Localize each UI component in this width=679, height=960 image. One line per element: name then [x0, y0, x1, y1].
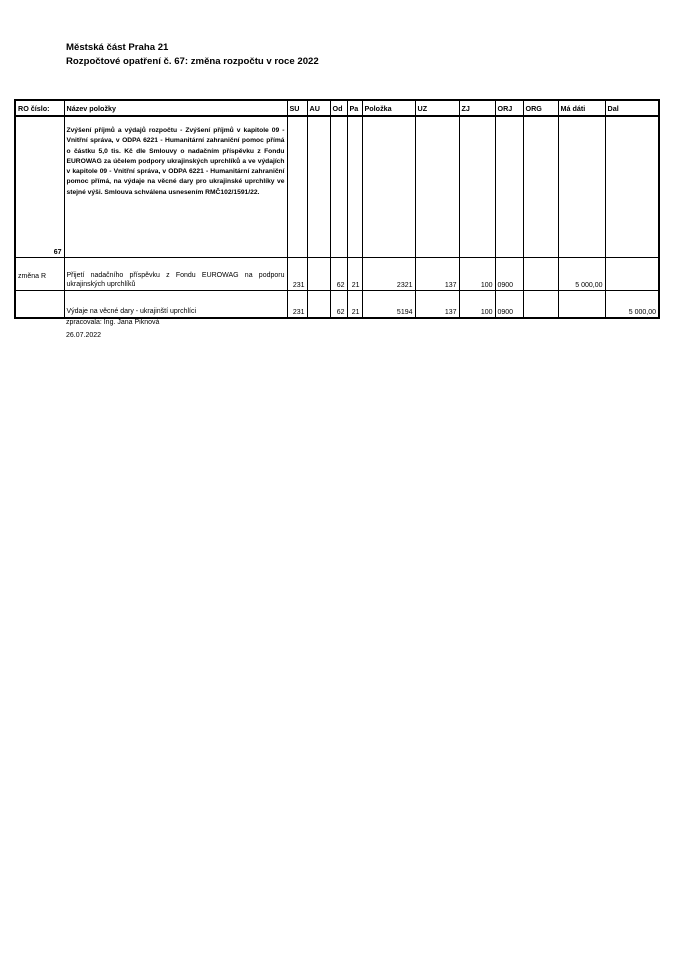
cell-org	[523, 291, 558, 319]
cell-uz: 137	[415, 291, 459, 319]
col-header-ro-cislo: RO číslo:	[15, 100, 64, 116]
cell-org	[523, 258, 558, 291]
document-subtitle: Rozpočtové opatření č. 67: změna rozpočtu v roce 2022	[66, 56, 319, 67]
empty-cell	[307, 116, 330, 258]
cell-dal: 5 000,00	[605, 291, 659, 319]
cell-polozka: 5194	[362, 291, 415, 319]
col-header-zj: ZJ	[459, 100, 495, 116]
cell-od: 62	[330, 291, 347, 319]
table-row	[15, 291, 659, 319]
description-row	[15, 116, 659, 258]
cell-ma-dati	[558, 291, 605, 319]
cell-au	[307, 291, 330, 319]
empty-cell	[287, 116, 307, 258]
measure-description: Zvýšení příjmů a výdajů rozpočtu - Zvýšení příjmů v kapitole 09 - Vnitřní správa, v ODPA 6221 - Humanitární zahraniční pomoc přímá o částku 5,0 tis. Kč dle Smlouvy o nadačním příspěvku z Fondu EUROWAG za účelem podpory ukrajinských uprchlíků a ve výdajích v kapitole 09 - Vnitřní správa, v ODPA 6221 - Humanitární zahraniční pomoc přímá, na výdaje na věcné dary pro ukrajinské uprchlíky ve stejné výši. Smlouva schválena usnesením RMČ102/1591/22.	[64, 116, 287, 258]
cell-zj: 100	[459, 258, 495, 291]
cell-dal	[605, 258, 659, 291]
col-header-dal: Dal	[605, 100, 659, 116]
cell-orj: 0900	[495, 258, 523, 291]
ro-number: 67	[15, 116, 64, 258]
table-row	[15, 258, 659, 291]
cell-su: 231	[287, 258, 307, 291]
empty-cell	[347, 116, 362, 258]
prepared-by: zpracovala: Ing. Jana Piknová	[66, 319, 160, 326]
cell-uz: 137	[415, 258, 459, 291]
row-type: změna R	[15, 258, 64, 291]
row-name: Výdaje na věcné dary - ukrajinští uprchlíci	[64, 291, 287, 319]
cell-su: 231	[287, 291, 307, 319]
col-header-ma-dati: Má dáti	[558, 100, 605, 116]
table-header-row	[15, 100, 659, 116]
empty-cell	[362, 116, 415, 258]
empty-cell	[459, 116, 495, 258]
row-name: Přijetí nadačního příspěvku z Fondu EUROWAG na podporu ukrajinských uprchlíků	[64, 258, 287, 291]
col-header-org: ORG	[523, 100, 558, 116]
cell-pa: 21	[347, 291, 362, 319]
empty-cell	[523, 116, 558, 258]
col-header-od: Od	[330, 100, 347, 116]
col-header-au: AU	[307, 100, 330, 116]
empty-cell	[558, 116, 605, 258]
cell-orj: 0900	[495, 291, 523, 319]
col-header-orj: ORJ	[495, 100, 523, 116]
col-header-polozka: Položka	[362, 100, 415, 116]
row-type	[15, 291, 64, 319]
cell-od: 62	[330, 258, 347, 291]
col-header-pa: Pa	[347, 100, 362, 116]
cell-ma-dati: 5 000,00	[558, 258, 605, 291]
col-header-uz: UZ	[415, 100, 459, 116]
col-header-nazev-polozky: Název položky	[64, 100, 287, 116]
empty-cell	[605, 116, 659, 258]
cell-pa: 21	[347, 258, 362, 291]
document-date: 26.07.2022	[66, 332, 102, 339]
col-header-su: SU	[287, 100, 307, 116]
cell-zj: 100	[459, 291, 495, 319]
budget-table	[14, 99, 660, 319]
cell-au	[307, 258, 330, 291]
empty-cell	[330, 116, 347, 258]
empty-cell	[415, 116, 459, 258]
cell-polozka: 2321	[362, 258, 415, 291]
document-title: Městská část Praha 21	[66, 42, 169, 53]
empty-cell	[495, 116, 523, 258]
